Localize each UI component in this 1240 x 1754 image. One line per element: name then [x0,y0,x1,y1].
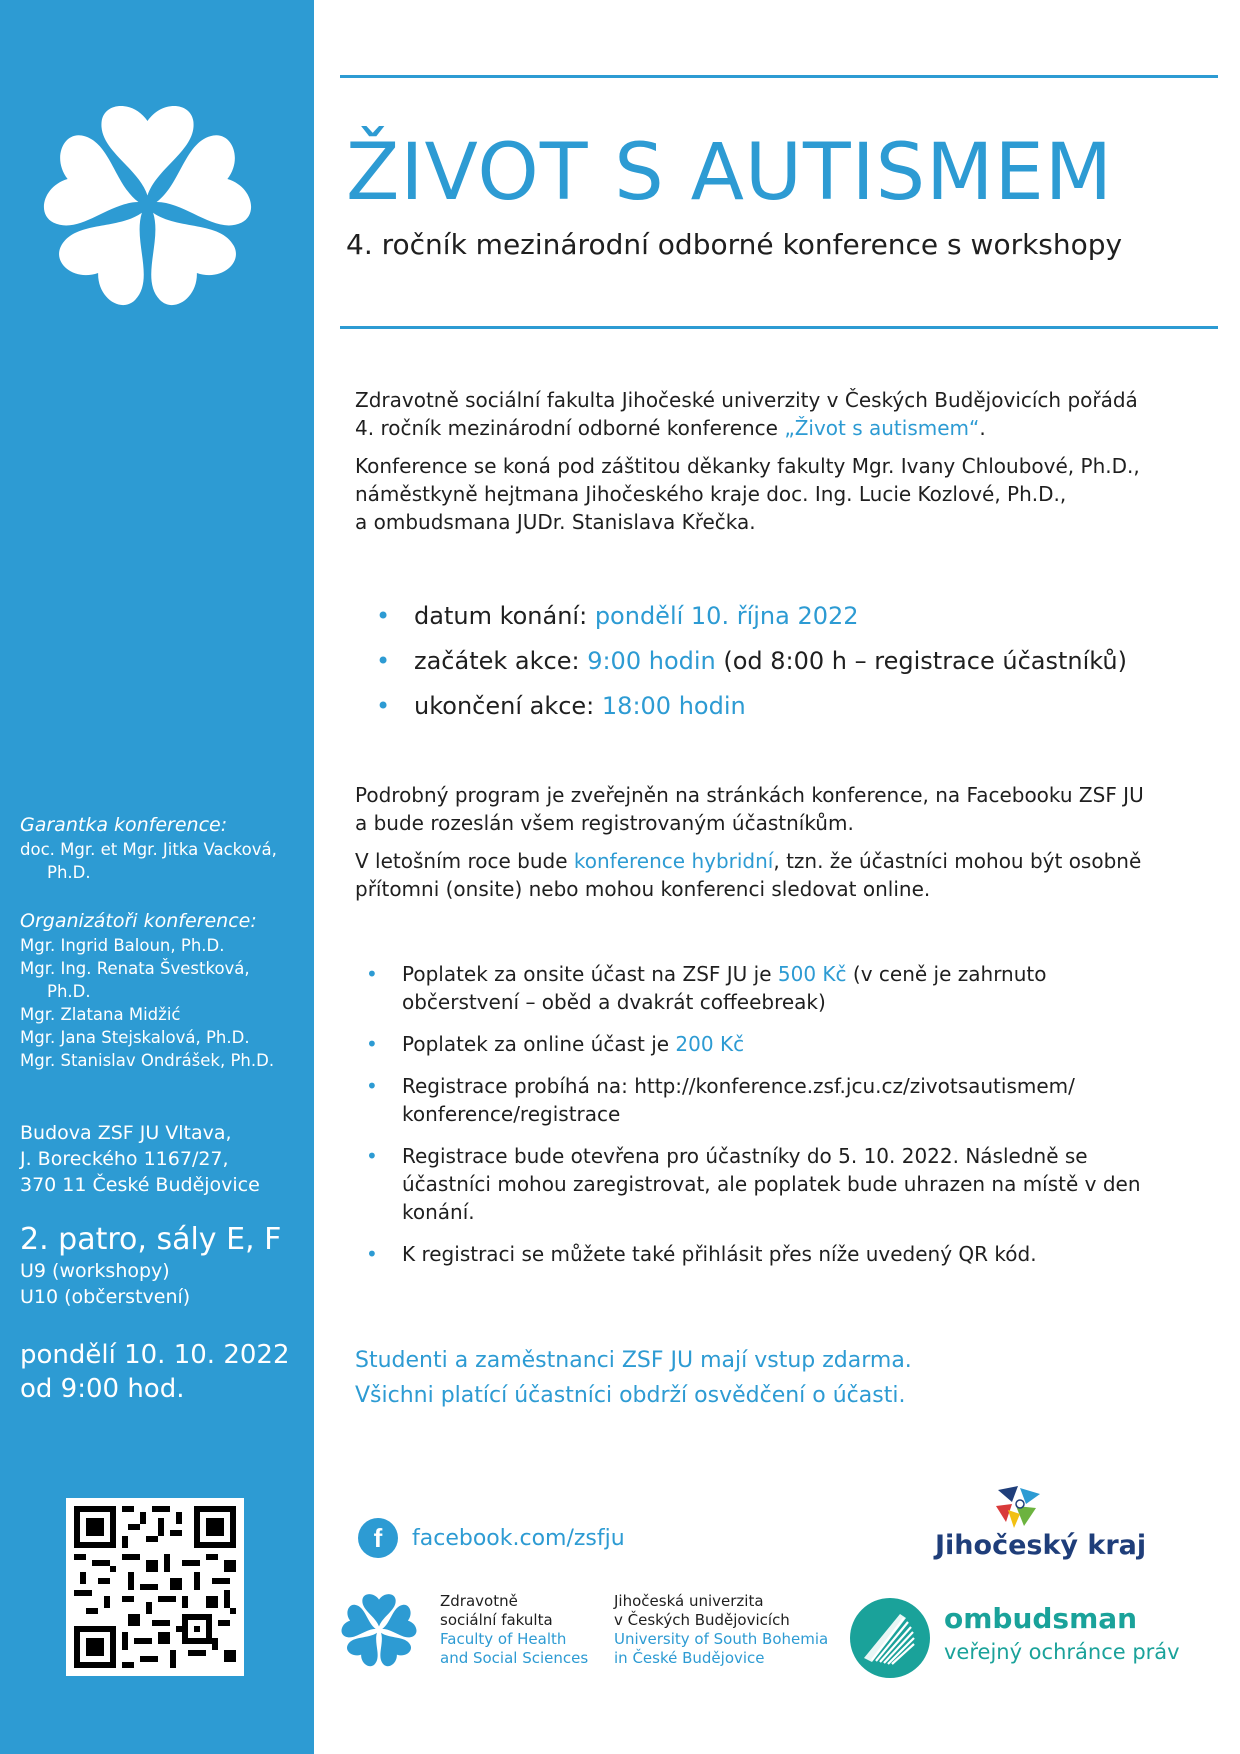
fee-text: Registrace bude otevřena pro účastníky do 5. 10. 2022. Následně se [402,1144,1088,1168]
ombudsman-subtitle: veřejný ochránce práv [944,1640,1180,1664]
closing-line: Všichni platící účastníci obdrží osvědčení o účasti. [355,1383,906,1408]
university-name [614,1592,828,1668]
faculty-name [440,1592,588,1668]
jihocesky-kraj-label: Jihočeský kraj [935,1530,1147,1561]
patronage-line: náměstkyně hejtmana Jihočeského kraje doc. Ing. Lucie Kozlové, Ph.D., [355,482,1067,506]
intro-text [355,386,1205,546]
registration-url[interactable]: konference/registrace [402,1102,621,1126]
university-line: Jihočeská univerzita [614,1592,764,1610]
faculty-line: Zdravotně [440,1592,518,1610]
organizer-name: Mgr. Ing. Renata Švestková, [20,959,250,978]
organizer-name: Mgr. Zlatana Midžić [20,1005,181,1024]
info-value: pondělí 10. října 2022 [594,602,859,630]
facebook-icon: f [358,1518,398,1558]
qr-code-icon [74,1506,236,1668]
university-line: v Českých Budějovicích [614,1611,790,1629]
program-text [355,781,1205,913]
location-block [20,1222,300,1310]
list-item [360,1030,1210,1058]
faculty-line: sociální fakulta [440,1611,553,1629]
address-line: Budova ZSF JU Vltava, [20,1122,232,1144]
list-item [360,960,1210,1016]
online-price: 200 Kč [675,1032,745,1056]
event-time: od 9:00 hod. [20,1374,185,1404]
room-line: U10 (občerstvení) [20,1286,191,1308]
info-label: datum konání: [414,602,595,630]
organizer-name: Mgr. Stanislav Ondrášek, Ph.D. [20,1051,275,1070]
patronage-line: a ombudsmana JUDr. Stanislava Křečka. [355,510,756,534]
list-item [370,641,1230,686]
address-line: 370 11 České Budějovice [20,1174,260,1196]
list-item [370,596,1230,641]
fee-text: (v ceně je zahrnuto [846,962,1047,986]
list-item [360,1240,1210,1268]
faculty-logo-icon [340,1592,418,1668]
info-label: začátek akce: [414,647,588,675]
hybrid-link: konference hybridní [573,849,774,873]
registration-url[interactable]: Registrace probíhá na: http://konference.zsf.jcu.cz/zivotsautismem/ [402,1074,1075,1098]
fee-text: Poplatek za onsite účast na ZSF JU je [402,962,778,986]
faculty-line-en: Faculty of Health [440,1630,567,1648]
organizer-title: Ph.D. [47,982,91,1001]
floor-rooms: 2. patro, sály E, F [20,1222,282,1257]
faculty-line-en: and Social Sciences [440,1649,589,1667]
list-item [360,1142,1210,1226]
list-item [370,686,1230,731]
organizers-heading: Organizátoři konference: [20,910,257,932]
university-line-en: in České Budějovice [614,1649,765,1667]
fees-list [360,960,1210,1282]
list-item [360,1072,1210,1128]
qr-code[interactable] [66,1498,244,1676]
guarantor-heading: Garantka konference: [20,814,228,836]
ombudsman-label: ombudsman [944,1602,1138,1635]
guarantor-name: doc. Mgr. et Mgr. Jitka Vacková, [20,840,277,859]
conference-name-link: „Život s autismem“ [784,416,980,440]
program-line: přítomni (onsite) nebo mohou konferenci sledovat online. [355,877,931,901]
fee-text: Poplatek za online účast je [402,1032,676,1056]
header-bottom-rule [340,326,1218,329]
jihocesky-kraj-logo-icon [990,1484,1046,1530]
closing-note [355,1343,912,1413]
sidebar [0,0,314,1754]
guarantor-block [20,812,300,884]
key-info-list [370,596,1230,731]
ombudsman-logo-icon [850,1598,930,1678]
program-line: V letošním roce bude [355,849,574,873]
closing-line: Studenti a zaměstnanci ZSF JU mají vstup zdarma. [355,1348,912,1373]
intro-line: Zdravotně sociální fakulta Jihočeské univerzity v Českých Budějovicích pořádá [355,388,1138,412]
date-block [20,1338,300,1406]
program-line: , tzn. že účastníci mohou být osobně [773,849,1142,873]
flower-logo-icon [40,100,255,310]
fee-text: konání. [402,1200,475,1224]
top-rule [340,75,1218,78]
event-date: pondělí 10. 10. 2022 [20,1340,290,1370]
program-line: a bude rozeslán všem registrovaným účastníkům. [355,811,854,835]
room-line: U9 (workshopy) [20,1260,170,1282]
intro-period: . [979,416,986,440]
facebook-url[interactable]: facebook.com/zsfju [412,1525,625,1551]
organizers-block [20,908,300,1072]
organizer-name: Mgr. Jana Stejskalová, Ph.D. [20,1028,250,1047]
organizer-name: Mgr. Ingrid Baloun, Ph.D. [20,936,225,955]
program-line: Podrobný program je zveřejněn na stránkách konference, na Facebooku ZSF JU [355,783,1144,807]
address-block [20,1120,300,1198]
university-line-en: University of South Bohemia [614,1630,829,1648]
info-label: ukončení akce: [414,692,602,720]
guarantor-title: Ph.D. [47,863,91,882]
fee-text: K registraci se můžete také přihlásit přes níže uvedený QR kód. [402,1242,1037,1266]
intro-line: 4. ročník mezinárodní odborné konference [355,416,785,440]
facebook-link[interactable] [358,1518,625,1558]
page-subtitle: 4. ročník mezinárodní odborné konference s workshopy [346,228,1123,261]
info-value: 9:00 hodin [587,647,716,675]
address-line: J. Boreckého 1167/27, [20,1148,229,1170]
patronage-line: Konference se koná pod záštitou děkanky fakulty Mgr. Ivany Chloubové, Ph.D., [355,454,1140,478]
fee-text: občerstvení – oběd a dvakrát coffeebreak) [402,990,826,1014]
fee-text: účastníci mohou zaregistrovat, ale poplatek bude uhrazen na místě v den [402,1172,1141,1196]
page-title: ŽIVOT S AUTISMEM [346,128,1114,218]
info-value: 18:00 hodin [601,692,746,720]
onsite-price: 500 Kč [777,962,847,986]
info-rest: (od 8:00 h – registrace účastníků) [715,647,1127,675]
